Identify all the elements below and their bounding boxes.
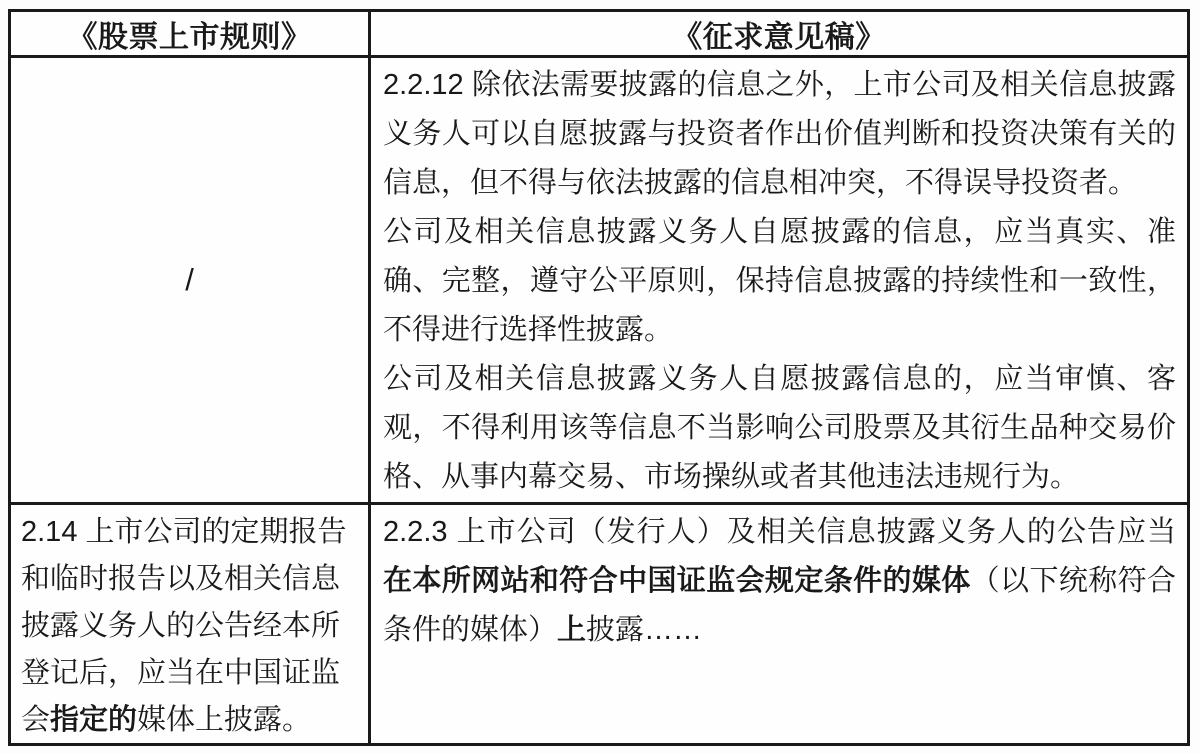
text-run: 件的媒体）: [412, 614, 558, 646]
text-run-bold: 在本所网站和符合中国证监会规定条件的媒体: [383, 565, 971, 597]
paragraph-2212-1: 2.2.12 除依法需要披露的信息之外，上市公司及相关信息披露义务人可以自愿披露与投资者作出价值判断和投资决策有关的信息，但不得与依法披露的信息相冲突，不得误导投资者。: [383, 69, 1176, 199]
slash-placeholder: /: [185, 262, 194, 297]
cell-draft-row2: [371, 505, 1187, 743]
comparison-table: [8, 9, 1190, 746]
text-run: （以下统称符合条: [383, 565, 1176, 646]
text-run: 披露……: [586, 614, 703, 646]
text-run: 2.2.3 上市公司（发行人）及相关信息披露义务人的公告应当: [383, 516, 1176, 548]
header-cell-listing-rules: [11, 12, 371, 58]
cell-listing-rules-row1: [11, 58, 371, 505]
text-run: 2.14 上市公司的定期报告和临时报告以及相关信息披露义务人的公告经本所登记后，应当在中国证监会: [21, 516, 347, 736]
cell-listing-rules-row2: [11, 505, 371, 743]
paragraph-2212-2: 公司及相关信息披露义务人自愿披露的信息，应当真实、准确、完整，遵守公平原则，保持信息披露的持续性和一致性，不得进行选择性披露。: [383, 216, 1176, 346]
paragraph-214: [21, 509, 359, 743]
text-run-bold: 上: [557, 614, 587, 646]
cell-draft-row1: [371, 58, 1187, 505]
column-title-draft: 《征求意见稿》: [672, 20, 886, 54]
header-cell-draft: [371, 12, 1187, 58]
paragraph-2212-3: 公司及相关信息披露义务人自愿披露信息的，应当审慎、客观，不得利用该等信息不当影响公司股票及其衍生品种交易价格、从事内幕交易、市场操纵或者其他违法违规行为。: [383, 363, 1176, 493]
text-run: 媒体上披露。: [137, 704, 312, 736]
text-run-bold: 指定的: [50, 704, 138, 736]
column-title-listing-rules: 《股票上市规则》: [67, 20, 312, 54]
paragraph-223: [383, 508, 1176, 655]
